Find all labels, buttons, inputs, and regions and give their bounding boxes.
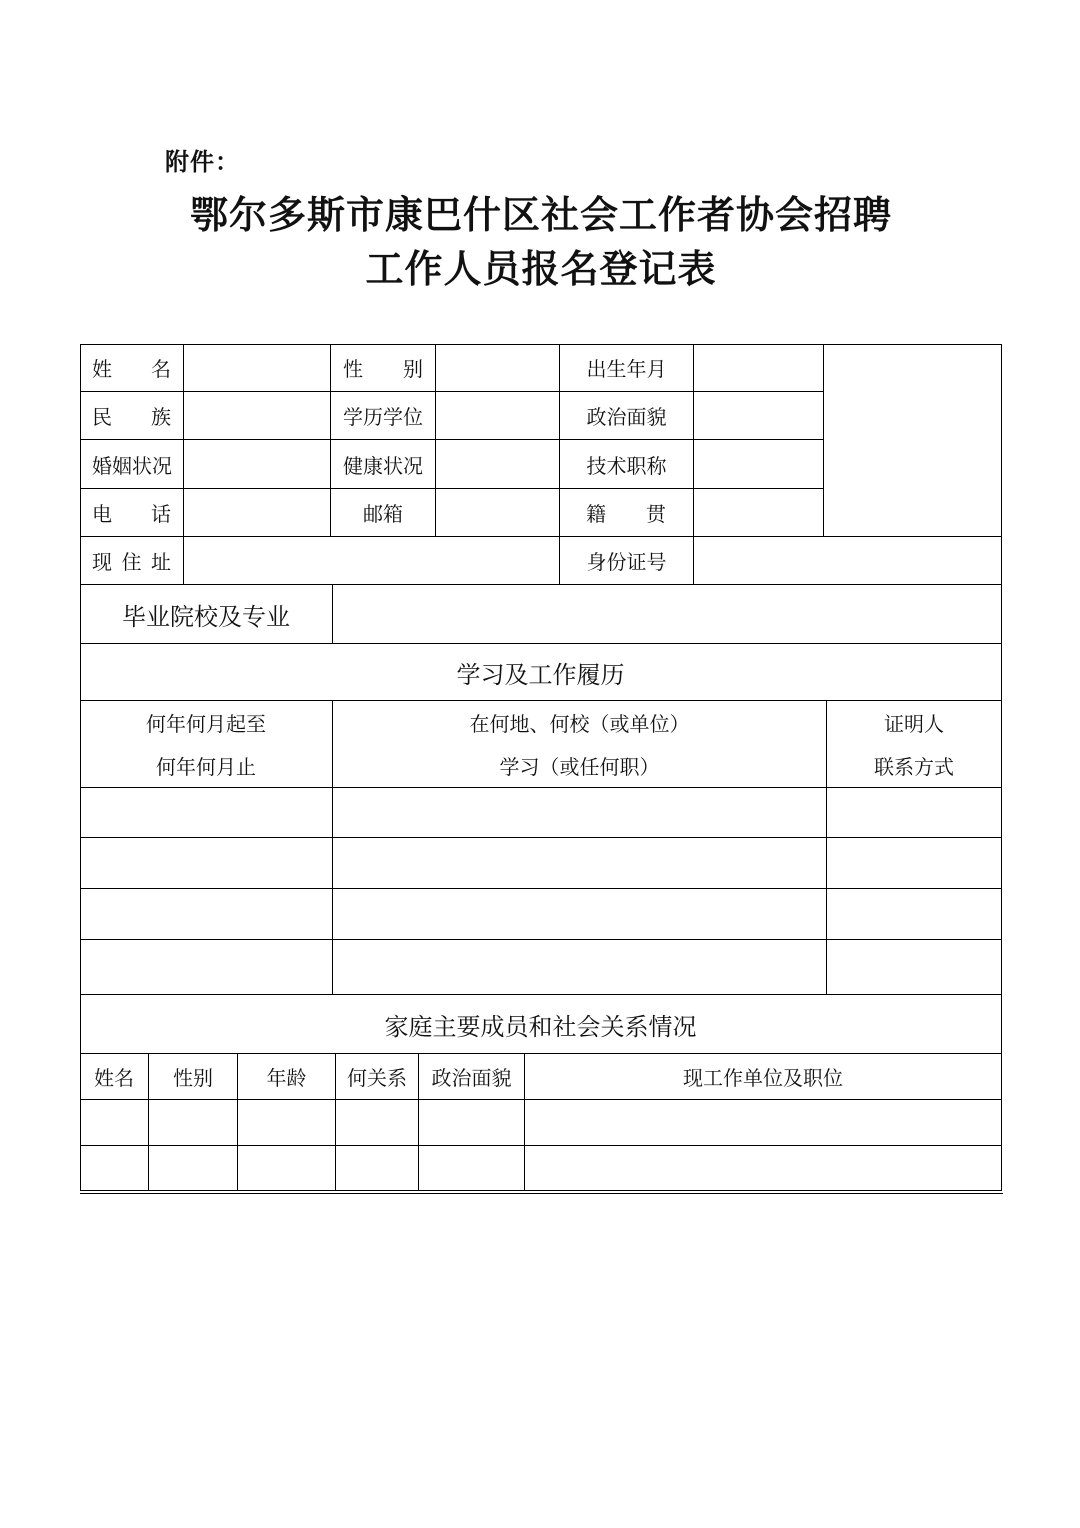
label-name-char1: 姓 (92, 357, 112, 381)
family-col-gender: 性别 (149, 1054, 238, 1100)
history-col-period (80, 701, 333, 788)
history-row-1-period[interactable] (80, 788, 333, 838)
label-education: 学历学位 (331, 392, 436, 440)
address-input[interactable] (184, 537, 560, 585)
id-number-input[interactable] (694, 537, 1002, 585)
health-input[interactable] (436, 440, 560, 489)
label-phone-char1: 电 (92, 502, 112, 526)
family-row-1-work[interactable] (525, 1100, 1002, 1146)
label-birth: 出生年月 (560, 344, 694, 392)
history-row-2-reference[interactable] (827, 838, 1002, 889)
family-row-1-age[interactable] (238, 1100, 336, 1146)
family-row-1-relation[interactable] (336, 1100, 419, 1146)
family-col-work: 现工作单位及职位 (525, 1054, 1002, 1100)
family-row-2-age[interactable] (238, 1146, 336, 1191)
label-phone (80, 489, 184, 537)
history-row-4-period[interactable] (80, 940, 333, 995)
family-row-2-work[interactable] (525, 1146, 1002, 1191)
label-id-number: 身份证号 (560, 537, 694, 585)
history-row-3-place[interactable] (333, 889, 827, 940)
history-section-title: 学习及工作履历 (80, 644, 1002, 701)
table-double-bottom-line (80, 1193, 1003, 1194)
family-col-political: 政治面貌 (419, 1054, 525, 1100)
label-origin-char2: 贯 (646, 502, 666, 526)
label-address-char3: 址 (151, 550, 171, 574)
history-col-reference-line1: 证明人 (884, 712, 944, 736)
label-name (80, 344, 184, 392)
family-row-2-relation[interactable] (336, 1146, 419, 1191)
attachment-label: 附件： (165, 148, 240, 176)
name-input[interactable] (184, 344, 331, 392)
form-title-line1: 鄂尔多斯市康巴什区社会工作者协会招聘 (189, 192, 892, 237)
history-row-4-place[interactable] (333, 940, 827, 995)
origin-input[interactable] (694, 489, 824, 537)
label-tech-title: 技术职称 (560, 440, 694, 489)
form-title-line2: 工作人员报名登记表 (365, 246, 717, 291)
family-col-relation: 何关系 (336, 1054, 419, 1100)
birth-input[interactable] (694, 344, 824, 392)
education-input[interactable] (436, 392, 560, 440)
label-marital: 婚姻状况 (80, 440, 184, 489)
label-ethnicity-char2: 族 (151, 405, 171, 429)
history-row-4-reference[interactable] (827, 940, 1002, 995)
ethnicity-input[interactable] (184, 392, 331, 440)
family-row-1-name[interactable] (80, 1100, 149, 1146)
family-row-2-name[interactable] (80, 1146, 149, 1191)
label-email: 邮箱 (331, 489, 436, 537)
photo-box[interactable] (824, 344, 1002, 537)
family-col-name: 姓名 (80, 1054, 149, 1100)
label-origin (560, 489, 694, 537)
history-row-3-reference[interactable] (827, 889, 1002, 940)
history-row-3-period[interactable] (80, 889, 333, 940)
history-row-1-place[interactable] (333, 788, 827, 838)
history-col-period-line2: 何年何月止 (156, 755, 256, 779)
family-section-title: 家庭主要成员和社会关系情况 (80, 995, 1002, 1054)
label-gender-char2: 别 (403, 357, 423, 381)
history-row-2-place[interactable] (333, 838, 827, 889)
phone-input[interactable] (184, 489, 331, 537)
label-address-char1: 现 (92, 550, 112, 574)
email-input[interactable] (436, 489, 560, 537)
label-political: 政治面貌 (560, 392, 694, 440)
history-col-place-line2: 学习（或任何职） (499, 755, 660, 779)
label-name-char2: 名 (151, 357, 171, 381)
family-col-age: 年龄 (238, 1054, 336, 1100)
marital-input[interactable] (184, 440, 331, 489)
history-col-reference-line2: 联系方式 (874, 755, 954, 779)
label-address-char2: 住 (121, 550, 142, 574)
label-school-major: 毕业院校及专业 (80, 585, 333, 644)
label-gender (331, 344, 436, 392)
label-origin-char1: 籍 (586, 502, 606, 526)
political-input[interactable] (694, 392, 824, 440)
history-row-2-period[interactable] (80, 838, 333, 889)
family-row-2-political[interactable] (419, 1146, 525, 1191)
family-row-1-political[interactable] (419, 1100, 525, 1146)
label-ethnicity (80, 392, 184, 440)
label-health: 健康状况 (331, 440, 436, 489)
label-phone-char2: 话 (151, 502, 171, 526)
family-row-1-gender[interactable] (149, 1100, 238, 1146)
history-col-period-line1: 何年何月起至 (146, 712, 266, 736)
gender-input[interactable] (436, 344, 560, 392)
tech-title-input[interactable] (694, 440, 824, 489)
family-row-2-gender[interactable] (149, 1146, 238, 1191)
history-col-place (333, 701, 827, 788)
label-address (80, 537, 184, 585)
school-major-input[interactable] (333, 585, 1002, 644)
label-gender-char1: 性 (343, 357, 363, 381)
history-col-place-line1: 在何地、何校（或单位） (469, 712, 690, 736)
history-col-reference (827, 701, 1002, 788)
label-ethnicity-char1: 民 (92, 405, 112, 429)
history-row-1-reference[interactable] (827, 788, 1002, 838)
